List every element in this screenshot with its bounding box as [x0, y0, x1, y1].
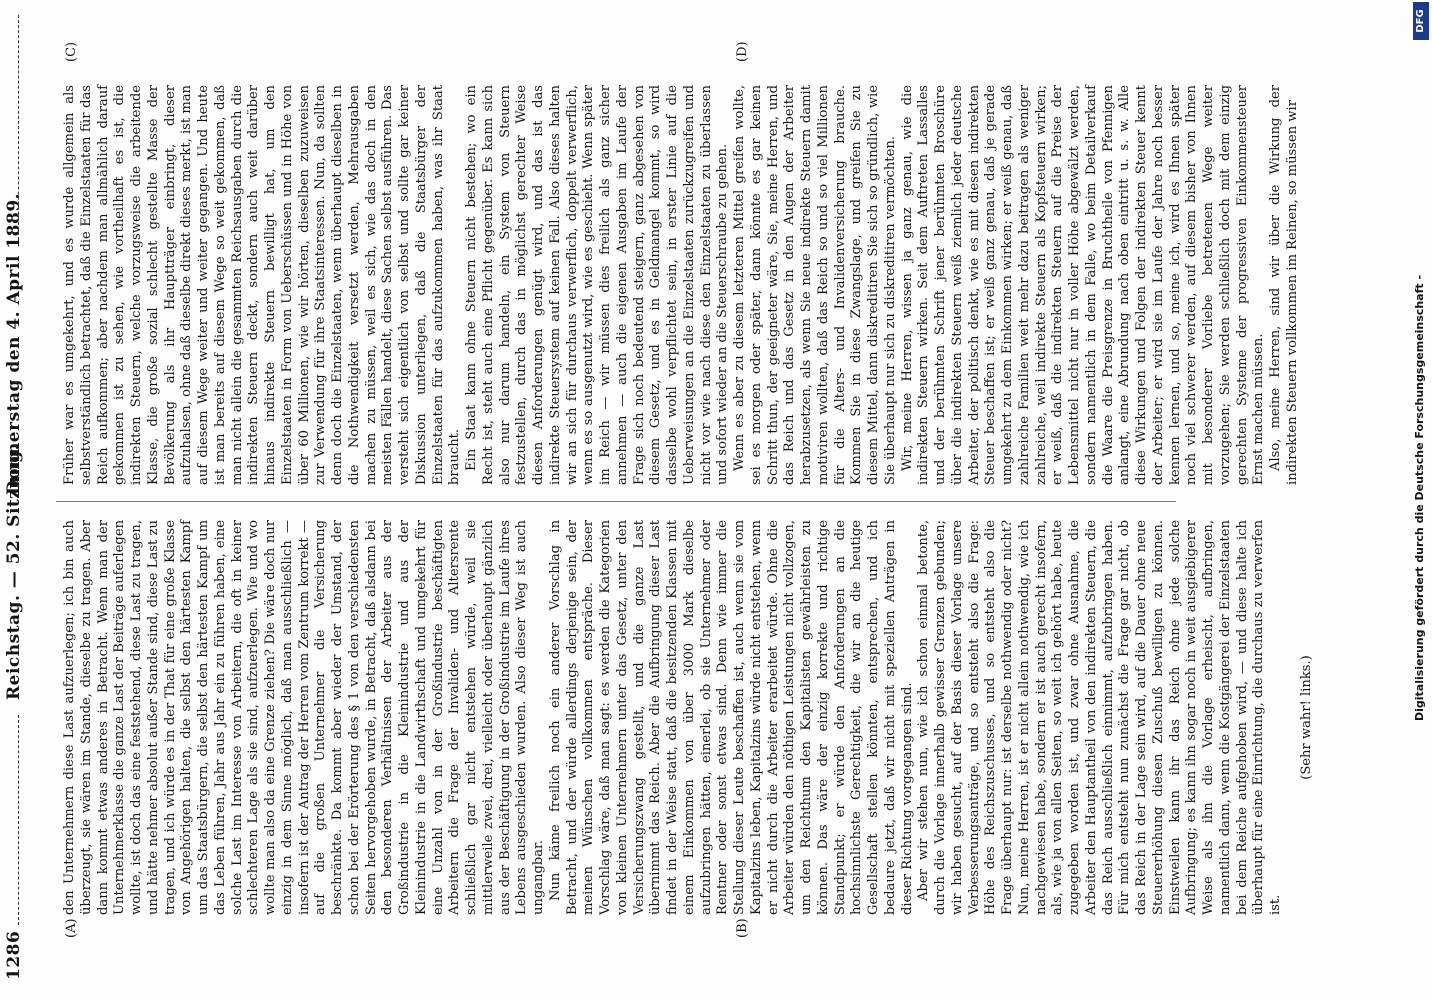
margin-marker-a: (A): [64, 918, 79, 938]
header-rule-left: [18, 715, 19, 925]
dfg-logo: DFG: [1413, 2, 1429, 40]
header-title-left: Reichstag. — 52. Sitzung.: [4, 444, 24, 700]
left-text-column: [62, 520, 1316, 915]
right-paragraph: Ein Staat kann ohne Steuern nicht bestehen; wo ein Recht ist, steht auch eine Pflicht gegenüber. Es kann sich also nur darum handeln, ein System von Steuern festzustellen, durch das in möglichst gerechter Weise diesen Anforderungen genügt wird, und das ist das indirekte Steuersystem auf keinen Fall. Also dieses halten wir an sich für durchaus verwerflich, doppelt verwerflich, wenn es so ausgenutzt wird, wie es geschieht. Wenn später im Reich — wir müssen dies freilich als ganz sicher annehmen — auch die eigenen Ausgaben im Laufe der Frage sich noch bedeutend steigern, ganz abgesehen von diesem Gesetz, und es in Geldmangel kommt, so wird dasselbe wohl verpflichtet sein, in erster Linie auf die Ueberweisungen an die Einzelstaaten zurückzugreifen und nicht vor wie nach diese den Einzelstaaten zu überlassen und sofort wieder an die Steuerschraube zu gehen.: [464, 85, 731, 485]
digitization-credit: Digitalisierung gefördert durch die Deutsche Forschungsgemeinschaft -: [1413, 274, 1426, 722]
left-paragraph: Aber wir stehen nun, wie ich schon einmal betonte, durch die Vorlage innerhalb gewisser Grenzen gebunden; wir haben gesucht, auf der Basis dieser Vorlage unsere Verbesserungsanträge, und so entsteht also die Frage: Höhe des Reichszuschusses, und so entsteht also die Frage überhaupt nur: ist derselbe nothwendig oder nicht? Nun, meine Herren, ist er nicht allein nothwendig, wie ich nachgewiesen habe, sondern er ist auch gerecht insofern, als, wie ja von allen Seiten, so weit ich gehört habe, heute zugegeben worden ist, und zwar ohne Ausnahme, die Arbeiter den Hauptantheil von den indirekten Steuern, die das Reich ausschließlich einnimmt, aufzubringen haben. Für mich entsteht nun zunächst die Frage gar nicht, ob das Reich in der Lage sein wird, auf die Dauer ohne neue Steuererhöhung diesen Zuschuß bewilligen zu können. Einstweilen kann ihr das Reich ohne jede solche Aufbringung; es kann ihn sogar noch in weit ausgiebigerer Weise als ihn die Vorlage erheischt, aufbringen, namentlich dann, wenn die Kostgängerei der Einzelstaaten bei dem Reiche aufgehoben wird, — und diese halte ich überhaupt für eine Einrichtung, die durchaus zu verwerfen ist.: [916, 520, 1283, 915]
applause-note: (Sehr wahr! links.): [1298, 655, 1314, 780]
right-paragraph: Also, meine Herren, sind wir über die Wirkung der indirekten Steuern vollkommen im Reinen, so müssen wir: [1268, 85, 1300, 485]
right-paragraph: Wir, meine Herren, wissen ja ganz genau, wie die indirekten Steuern wirken. Seit dem Auftreten Lassalles und der berühmten Schrift jener berühmten Broschüre über die indirekten Steuern weiß ziemlich jeder deutsche Arbeiter, der politisch denkt, wie es mit diesen indirekten Steuer beschaffen ist; er weiß ganz genau, daß je gerade umgekehrt zu dem Einkommen wirken; er weiß genau, daß zahlreiche Familien weit mehr dazu beitragen als weniger zahlreiche, weil indirekte Steuern als Kopfsteuern wirken; er weiß, daß die indirekten Steuern auf die Preise der Lebensmittel nicht nur in voller Höhe abgewälzt werden, sondern namentlich in dem Falle, wo beim Detailverkauf die Waare die Preisgrenze in Bruchtheile von Pfennigen anlangt, eine Abrundung nach oben eintritt u. s. w. Alle diese Wirkungen und Folgen der indirekten Steuer kennt der Arbeiter; er wird sie im Laufe der Jahre noch besser kennen lernen, und so, meine ich, wird es Ihnen später noch viel schwerer werden, auf diesem bisher von Ihnen mit besonderer Vorliebe betretenen Wege weiter vorzugehen; Sie werden schließlich doch mit dem einzig gerechten Systeme der progressiven Einkommensteuer Ernst machen müssen.: [899, 85, 1267, 485]
left-paragraph: Nun käme freilich noch ein anderer Vorschlag in Betracht, und der würde allerdings derjenige sein, der meinen Wünschen vollkommen entspräche. Dieser Vorschlag wäre, daß man sagt: es werden die Kategorien von kleinen Unternehmern unter das Gesetz, unter den Versicherungszwang gestellt, und die ganze Last übernimmt das Reich. Aber die Aufbringung dieser Last findet in der Weise statt, daß die besitzenden Klassen mit einem Einkommen von über 3000 Mark dieselbe aufzubringen hätten, einerlei, ob sie Unternehmer oder Rentner oder sonst etwas sind. Denn wie immer die Stellung dieser Leute beschaffen ist, auch wenn sie vom Kapitalzins leben, Kapitalzins würde nicht entstehen, wenn er nicht durch die Arbeiter erarbeitet würde. Ohne die Arbeiter würden den nöthigen Leistungen nicht vollzogen, um den Reichthum den Kapitalisten gewährleisten zu können. Das wäre der einzig korrekte und richtige Standpunkt; er würde den Anforderungen an die hochsinnlichste Gerechtigkeit, die wir an die heutige Gesellschaft stellen könnten, entsprechen, und ich bedaure jetzt, daß wir nicht mit speziellen Anträgen in dieser Richtung vorgegangen sind.: [547, 520, 915, 915]
header-title-right: Donnerstag den 4. April 1889.: [4, 192, 24, 495]
page-header: [4, 0, 40, 1000]
header-rule-right: [18, 15, 19, 240]
left-paragraph: den Unternehmern diese Last aufzuerlegen; ich bin auch überzeugt, sie wären im Stande, dieselbe zu tragen. Aber dann kommt etwas anderes in Betracht. Wenn man der Unternehmerklasse die ganze Last der Beiträge auferlegen wollte, ist doch das eine feststehend, diese Last zu tragen, und hätte nehmer absolut außer Stande sind, diese Last zu tragen, und ich würde es in der That für eine große Klasse von Angehörigen halten, die selbst den härtesten Kampf um das Staatsbürgern, die selbst den härtesten Kampf um das Leben führen, Jahr aus Jahr ein zu führen haben, eine solche Last im Interesse von Arbeitern, die oft in keiner schlechteren Lage als sie sind, aufzuerlegen. Wie und wo wollte man also da eine Grenze ziehen? Die wäre doch nur einzig in dem Sinne möglich, daß man ausschließlich — insofern ist der Antrag der Herren vom Zentrum korrekt — auf die großen Unternehmer die Versicherung beschränkte. Da kommt aber wieder der Umstand, der schon bei der Erörterung des § 1 von den verschiedensten Seiten hervorgehoben wurde, in Betracht, daß alsdann bei den besonderen Verhältnissen der Arbeiter aus der Großindustrie in die Kleinindustrie und aus der Kleinindustrie in die Landwirthschaft und umgekehrt für eine Unzahl von in der Großindustrie beschäftigten Arbeitern die Frage der Invaliden- und Altersrente schließlich gar nicht entstehen würde, weil sie mittlerweile zwei, drei, vielleicht oder überhaupt gänzlich aus der Beschäftigung in der Großindustrie im Laufe ihres Lebens ausgeschieden wurden. Also dieser Weg ist auch ungangbar.: [62, 520, 546, 915]
column-divider: [56, 501, 1176, 502]
margin-marker-d: (D): [735, 41, 750, 62]
right-paragraph: Wenn es aber zu diesem letzteren Mittel greifen wollte, sei es morgen oder später, dann könnte es gar keinen Schritt thun, der geeigneter wäre, Sie, meine Herren, und das Reich und das Gesetz in den Augen der Arbeiter herabzusetzen, als wenn Sie neue indirekte Steuern damit motiviren wollten, daß das Reich so und so viel Millionen für die Alters- und Invalidenversicherung brauche. Kommen Sie in diese Zwangslage, und greifen Sie zu diesem Mittel, dann diskreditiren Sie sich so gründlich, wie Sie überhaupt nur sich zu diskreditiren vermöchten.: [732, 85, 898, 485]
right-text-column: [62, 85, 1302, 485]
right-paragraph: Früher war es umgekehrt, und es wurde allgemein als selbstverständlich betrachtet, daß die Einzelstaaten für das Reich aufkommen; aber nachdem man allmählich darauf gekommen ist zu sehen, wie vortheilhaft es ist, die indirekten Steuern, welche vorzugsweise die arbeitende Klasse, die große sozial schlecht gestellte Masse der Bevölkerung als ihr Hauptträger einbringt, dieser aufzuhalsen, ohne daß dieselbe direkt dieses merkt, ist man auf diesem Wege weiter und weiter gegangen. Und heute ist man bereits auf diesem Wege so weit gekommen, daß man nicht allein die gesammten Reichsausgaben durch die indirekten Steuern deckt, sondern auch weit darüber hinaus indirekte Steuern bewilligt hat, um den Einzelstaaten in Form von Ueberschüssen und in Höhe von über 60 Millionen, wie wir hörten, dieselben zuzuweisen zur Verwendung für ihre Staatsinteressen. Nun, da sollten denn doch die Einzelstaaten, wenn überhaupt dieselben in die Nothwendigkeit versetzt werden, Mehrausgaben machen zu müssen, weil es sich, wie das doch in den meisten Fällen handelt, diese Sachen selbst ausführen. Das versteht sich eigentlich von selbst und sollte gar keiner Diskussion unterliegen, daß die Staatsbürger der Einzelstaaten für das aufzukommen haben, was ihr Staat braucht.: [62, 85, 463, 485]
page-number: 1286: [4, 930, 24, 980]
margin-marker-b: (B): [735, 918, 750, 938]
margin-marker-c: (C): [64, 41, 79, 62]
